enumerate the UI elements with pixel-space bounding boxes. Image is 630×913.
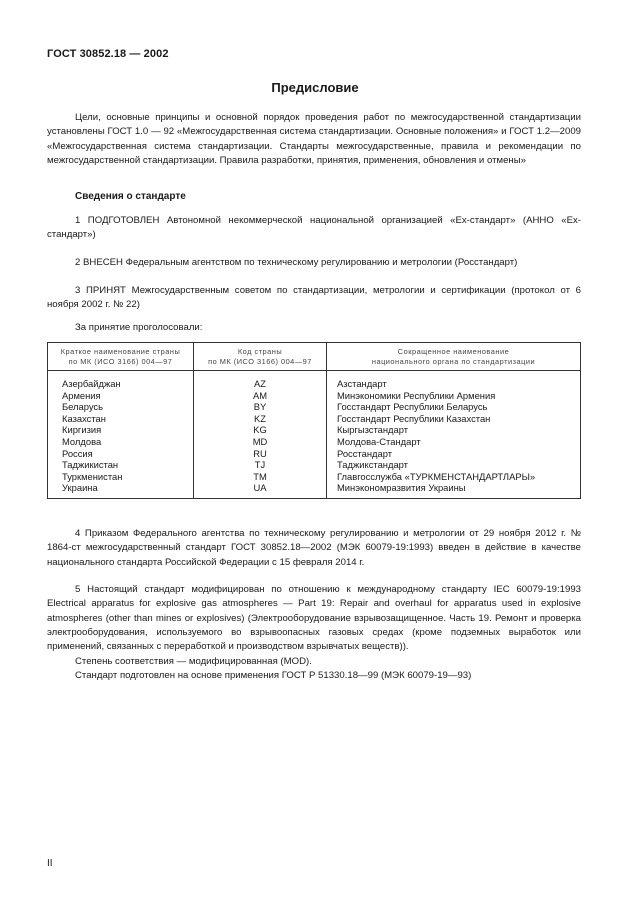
- country-name: Россия: [48, 448, 194, 460]
- country-code: AZ: [194, 371, 327, 390]
- item-1-paragraph: 1 ПОДГОТОВЛЕН Автономной некоммерческой национальной организацией «Ех-стандарт» (АННО «Ех-стандарт»): [47, 215, 581, 241]
- table-header-row: [48, 343, 581, 371]
- table-row: [48, 371, 581, 390]
- page-number: II: [47, 858, 53, 869]
- country-name: Казахстан: [48, 413, 194, 425]
- table-row: [48, 424, 581, 436]
- country-code: RU: [194, 448, 327, 460]
- item-2-paragraph: 2 ВНЕСЕН Федеральным агентством по техническому регулированию и метрологии (Росстандарт): [75, 257, 518, 268]
- country-code: KG: [194, 424, 327, 436]
- country-code: UA: [194, 482, 327, 498]
- country-name: Украина: [48, 482, 194, 498]
- table-row: [48, 471, 581, 483]
- vote-intro: За принятие проголосовали:: [75, 322, 203, 333]
- standards-body: Молдова-Стандарт: [327, 436, 581, 448]
- country-code: TJ: [194, 459, 327, 471]
- country-name: Армения: [48, 390, 194, 402]
- standards-body: Минэкономразвития Украины: [327, 482, 581, 498]
- country-name: Азербайджан: [48, 371, 194, 390]
- table-row: [48, 401, 581, 413]
- country-name: Молдова: [48, 436, 194, 448]
- country-code: KZ: [194, 413, 327, 425]
- standards-body: Азстандарт: [327, 371, 581, 390]
- standards-body: Главгосслужба «ТУРКМЕНСТАНДАРТЛАРЫ»: [327, 471, 581, 483]
- member-states-table: [47, 342, 581, 499]
- section-title: Сведения о стандарте: [75, 191, 186, 202]
- country-code: BY: [194, 401, 327, 413]
- document-id: ГОСТ 30852.18 — 2002: [47, 48, 169, 60]
- table-row: [48, 436, 581, 448]
- country-name: Туркменистан: [48, 471, 194, 483]
- standards-body: Госстандарт Республики Казахстан: [327, 413, 581, 425]
- item-5-degree: Степень соответствия — модифицированная (MOD).: [75, 656, 312, 667]
- header-country-name: Краткое наименование страны по МК (ИСО 3166) 004—97: [48, 343, 194, 371]
- header-country-code: Код страны по МК (ИСО 3166) 004—97: [194, 343, 327, 371]
- standards-body: Таджикстандарт: [327, 459, 581, 471]
- country-name: Таджикистан: [48, 459, 194, 471]
- country-code: TM: [194, 471, 327, 483]
- table-row: [48, 459, 581, 471]
- standards-body: Росстандарт: [327, 448, 581, 460]
- item-5-paragraph: 5 Настоящий стандарт модифицирован по отношению к международному стандарту IEC 60079-19:1993 Electrical apparatus for explosive gas atmospheres — Part 19: Repair and overhaul for apparatus used in explosive atmospheres (other than mines or explosives) (Электрооборудование взрывозащищенное. Часть 19. Ремонт и проверка электрооборудования, используемого во взрывоопасных газовых средах (кроме подземных выработок или применений, связанных с переработкой и производством взрывчатых веществ)).: [47, 584, 581, 653]
- table-row: [48, 390, 581, 402]
- table-row: [48, 482, 581, 498]
- item-4-paragraph: 4 Приказом Федерального агентства по техническому регулированию и метрологии от 29 ноября 2012 г. № 1864-ст межгосударственный стандарт ГОСТ 30852.18—2002 (МЭК 60079-19:1993) введен в действие в качестве национального стандарта Российской Федерации с 15 февраля 2014 г.: [47, 528, 581, 568]
- country-name: Беларусь: [48, 401, 194, 413]
- table-row: [48, 448, 581, 460]
- item-3-paragraph: 3 ПРИНЯТ Межгосударственным советом по стандартизации, метрологии и сертификации (протокол от 6 ноября 2002 г. № 22): [47, 285, 581, 311]
- item-5-basis: Стандарт подготовлен на основе применения ГОСТ Р 51330.18—99 (МЭК 60079-19—93): [75, 670, 472, 681]
- country-code: AM: [194, 390, 327, 402]
- country-name: Киргизия: [48, 424, 194, 436]
- header-standards-body: Сокращенное наименование национального органа по стандартизации: [327, 343, 581, 371]
- standards-body: Кыргызстандарт: [327, 424, 581, 436]
- country-code: MD: [194, 436, 327, 448]
- page-title: Предисловие: [271, 80, 359, 95]
- standards-body: Госстандарт Республики Беларусь: [327, 401, 581, 413]
- standards-body: Минэкономики Республики Армения: [327, 390, 581, 402]
- intro-paragraph: Цели, основные принципы и основной порядок проведения работ по межгосударственной стандартизации установлены ГОСТ 1.0 — 92 «Межгосударственная система стандартизации. Основные положения» и ГОСТ 1.2—2009 «Межгосударственная система стандартизации. Стандарты межгосударственные, правила и рекомендации по межгосударственной стандартизации. Правила разработки, принятия, применения, обновления и отмены»: [47, 112, 581, 166]
- table-row: [48, 413, 581, 425]
